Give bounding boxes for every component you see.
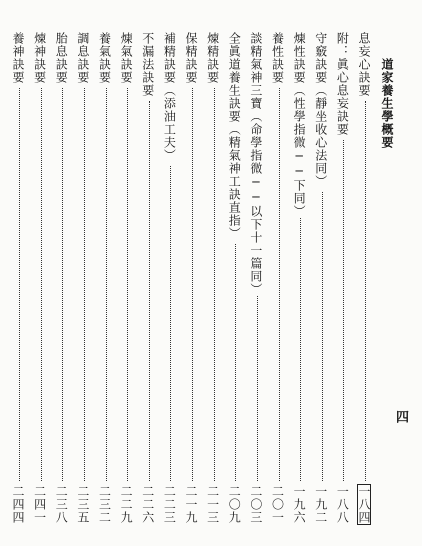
toc-entry	[77, 32, 93, 524]
toc-leader-dots	[149, 101, 150, 481]
toc-leader-dots	[235, 244, 236, 481]
toc-entry	[272, 32, 288, 524]
toc-leader-dots	[365, 101, 366, 481]
toc-leader-dots	[343, 140, 344, 481]
toc-entry-title: 補精訣要（添油工夫）	[162, 32, 177, 162]
toc-entry-page: 一九二	[313, 485, 328, 524]
toc-leader-dots	[257, 296, 258, 481]
toc-entry-title: 全眞道養生訣要（精氣神工訣直指）	[227, 32, 242, 240]
page-number: 四	[393, 410, 408, 424]
toc-leader-dots	[322, 192, 323, 481]
toc-entry-title: 保精訣要	[184, 32, 198, 84]
toc-entry-page: 二二三	[162, 485, 177, 524]
toc-entry-page: 二二九	[119, 485, 134, 524]
toc-entry	[185, 32, 201, 524]
toc-entry-title: 煉性訣要（性學指微──下同）	[292, 32, 307, 218]
toc-entry-title: 息妄心訣要	[357, 32, 371, 97]
toc-entry-page: 二〇三	[248, 485, 263, 524]
toc-leader-dots	[19, 88, 20, 481]
toc-entry	[207, 32, 223, 524]
toc-entry-title: 不漏法訣要	[140, 32, 155, 97]
toc-entry-title: 養氣訣要	[97, 32, 112, 84]
toc-entry-page: 二三八	[54, 485, 69, 524]
running-head: 道家養生學概要	[380, 58, 394, 149]
toc-entry-page: 一八四	[357, 485, 371, 524]
toc-leader-dots	[192, 88, 193, 481]
toc-leader-dots	[106, 88, 107, 481]
table-of-contents	[10, 32, 374, 524]
toc-entry-page: 二〇九	[227, 485, 242, 524]
toc-entry-page: 一九六	[292, 485, 307, 524]
toc-leader-dots	[300, 218, 301, 481]
toc-entry-title: 煉神訣要	[32, 32, 47, 84]
toc-entry	[293, 32, 309, 524]
toc-entry-title: 調息訣要	[75, 32, 90, 84]
toc-entry	[163, 32, 179, 524]
toc-entry	[336, 32, 352, 524]
toc-entry	[250, 32, 266, 524]
toc-entry-page: 二二六	[140, 485, 155, 524]
toc-entry	[55, 32, 71, 524]
toc-leader-dots	[170, 166, 171, 481]
toc-leader-dots	[62, 88, 63, 481]
toc-entry-title: 胎息訣要	[54, 32, 69, 84]
toc-entry-title: 守竅訣要（靜坐收心法同）	[313, 32, 328, 188]
toc-entry	[142, 32, 158, 524]
toc-leader-dots	[41, 88, 42, 481]
toc-entry-page: 二四四	[11, 485, 25, 524]
toc-entry-page: 一八八	[335, 485, 350, 524]
toc-leader-dots	[279, 88, 280, 481]
toc-entry-page: 二〇一	[270, 485, 285, 524]
toc-entry	[99, 32, 115, 524]
toc-entry-title: 附：眞心息妄訣要	[335, 32, 350, 136]
toc-entry-title: 煉氣訣要	[119, 32, 134, 84]
toc-entry-title: 養性訣要	[270, 32, 285, 84]
toc-entry	[358, 32, 374, 524]
toc-entry	[34, 32, 50, 524]
toc-leader-dots	[127, 88, 128, 481]
toc-entry-page: 二四一	[32, 485, 47, 524]
toc-leader-dots	[214, 88, 215, 481]
toc-entry	[12, 32, 28, 524]
toc-entry-page: 二一九	[184, 485, 198, 524]
toc-entry-page: 二一三	[205, 485, 220, 524]
toc-entry	[315, 32, 331, 524]
toc-entry-title: 養神訣要	[11, 32, 25, 84]
toc-leader-dots	[84, 88, 85, 481]
toc-entry-title: 煉精訣要	[205, 32, 220, 84]
toc-entry-page: 二三二	[97, 485, 112, 524]
toc-entry-title: 談精氣神三寶（命學指微──以下十一篇同）	[248, 32, 263, 296]
toc-entry	[120, 32, 136, 524]
toc-entry	[228, 32, 244, 524]
toc-entry-page: 二三五	[75, 485, 90, 524]
